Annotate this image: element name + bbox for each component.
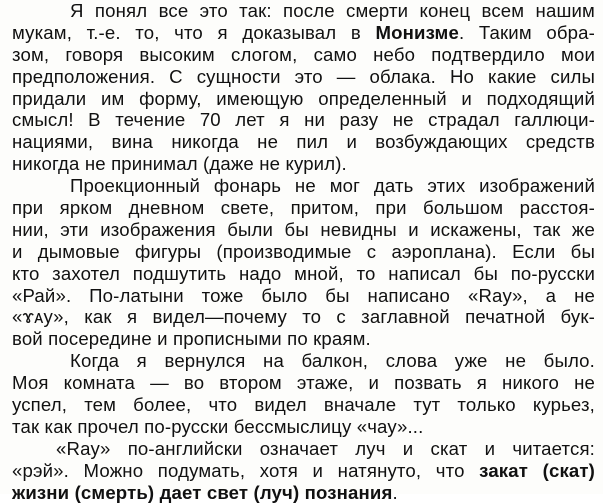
text-line: придали им форму, имеющую определенный и подходящий [12, 87, 595, 109]
emphasis-sunset: закат (скат) [479, 459, 595, 481]
paragraph-3 [12, 350, 595, 438]
text-line: никогда не принимал (даже не курил). [12, 153, 347, 175]
text-line: жизни (смерть) дает свет (луч) познания. [12, 481, 398, 503]
text-line: зом, говоря высоким слогом, само небо подтвердило мои [12, 43, 595, 65]
text-line: «ɤᴀу», как я видел—почему то с заглавной печатной бук- [12, 306, 595, 328]
text-line: «Ray» по-английски означает луч и скат и читается: [56, 437, 595, 459]
text-line: так как прочел по-русски бессмыслицу «чау»... [12, 415, 424, 437]
text-line: предположения. С сущности это — облака. Но какие силы [12, 65, 595, 87]
text-line: при ярком дневном свете, притом, при большом расстоя- [12, 197, 595, 219]
text-line: Когда я вернулся на балкон, слова уже не было. [70, 350, 595, 372]
paragraph-2 [12, 175, 595, 350]
text-line: нациями, вина никогда не пил и возбуждающих средств [12, 131, 595, 153]
text-line: Я понял все это так: после смерти конец всем нашим [70, 0, 595, 21]
text-line: Моя комната — во втором этаже, и позвать я никого не [12, 372, 595, 394]
text-line: Проекционный фонарь не мог дать этих изображений [70, 175, 595, 197]
emphasis-life-death: жизни (смерть) дает свет (луч) познания [12, 481, 393, 503]
emphasis-monism: Монизме [375, 21, 459, 43]
text-line: успел, тем более, что видел вначале тут только курьез, [12, 394, 595, 416]
text-line: смысл! В течение 70 лет я ни разу не страдал галлюци- [12, 109, 595, 131]
text-line: кто захотел подшутить надо мной, то написал бы по-русски [12, 262, 595, 284]
paragraph-1 [12, 0, 595, 175]
text-line: и дымовые фигуры (производимые с аэроплана). Если бы [12, 240, 595, 262]
text-line: «Рай». По-латыни тоже было бы написано «Ray», а не [12, 284, 595, 306]
text-line: нии, эти изображения были бы невидны и искажены, так же [12, 218, 595, 240]
text-line: «рэй». Можно подумать, хотя и натянуто, что закат (скат) [12, 459, 595, 481]
text-line: вой посередине и прописными по краям. [12, 328, 371, 350]
text-line: мукам, т.-е. то, что я доказывал в Монизме. Таким обра- [12, 21, 595, 43]
